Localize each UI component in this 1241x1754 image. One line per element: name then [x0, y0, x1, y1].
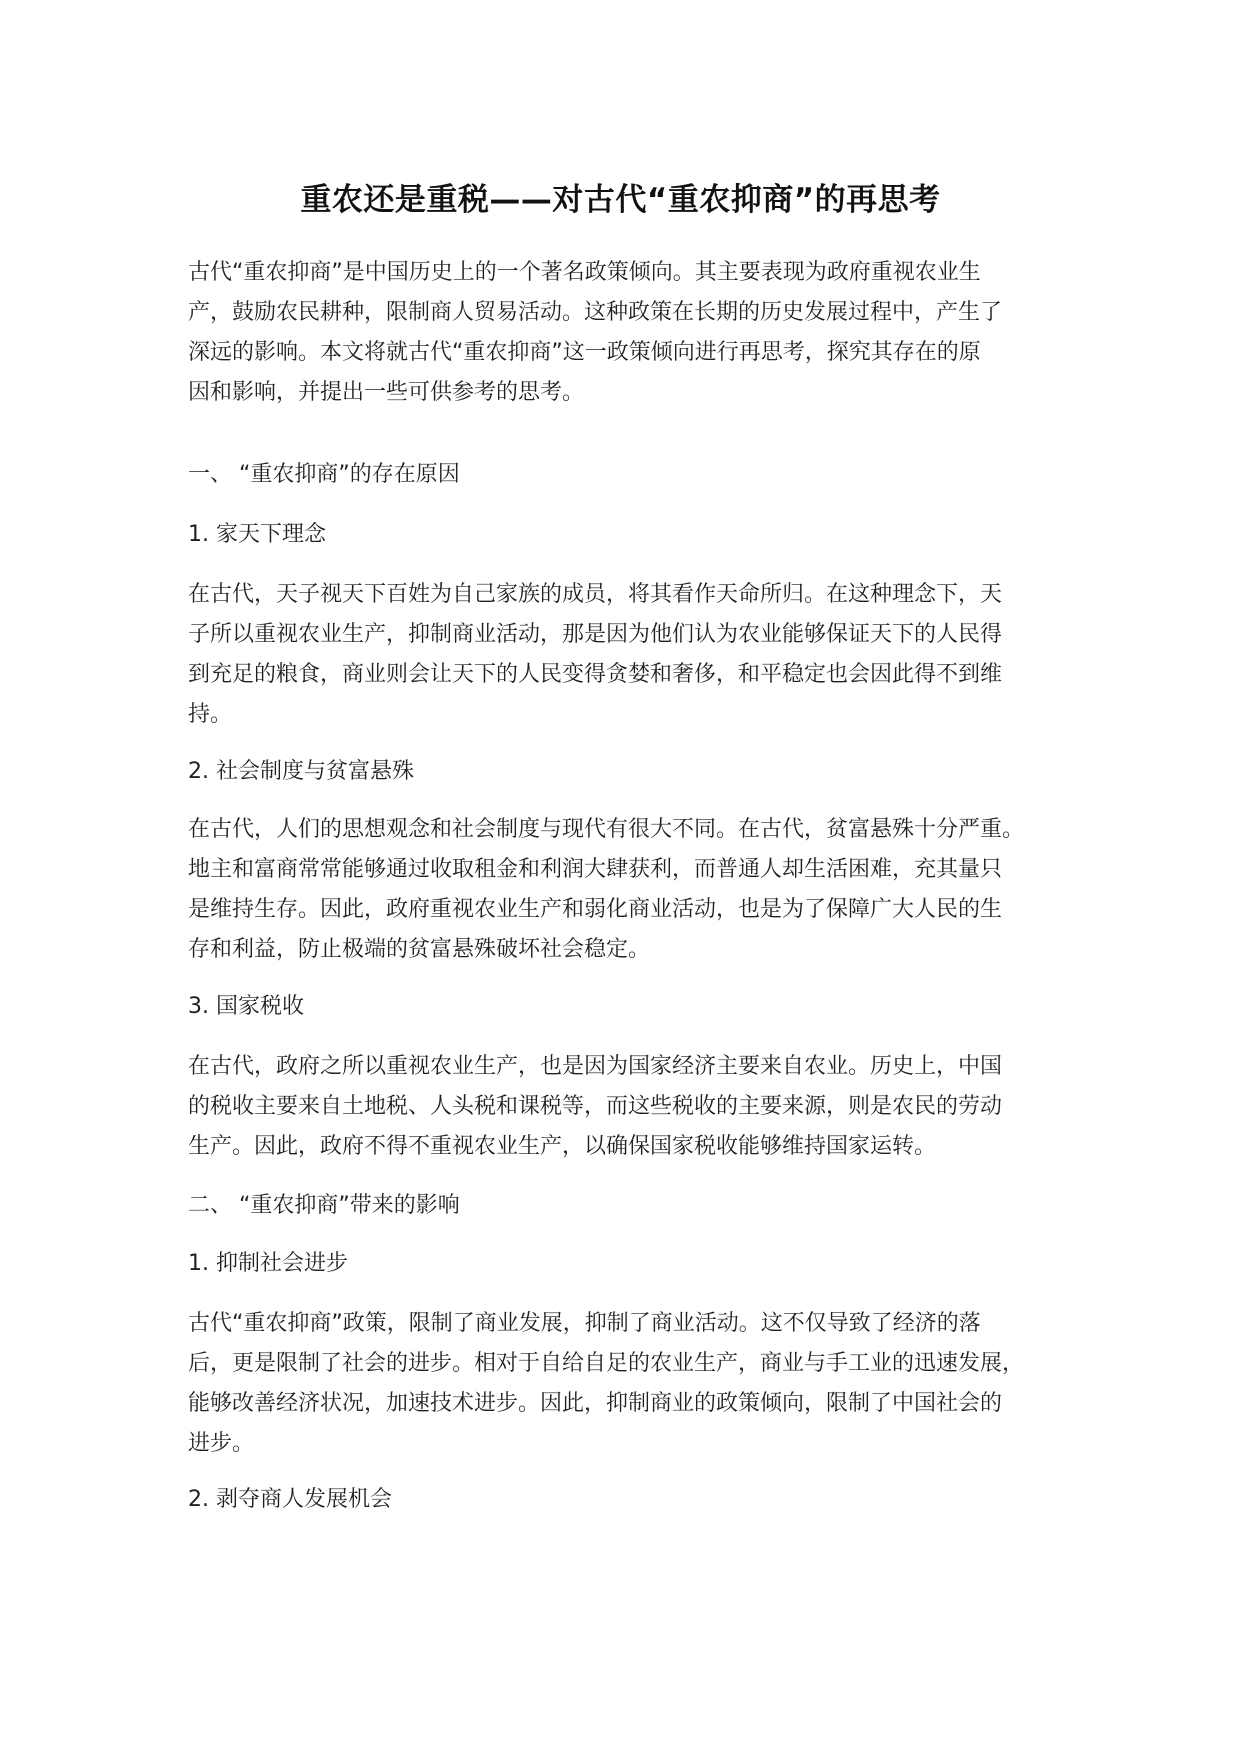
intro-line: 产，鼓励农民耕种，限制商人贸易活动。这种政策在长期的历史发展过程中，产生了 — [188, 300, 1003, 325]
paragraph-line: 进步。 — [188, 1431, 255, 1456]
paragraph-line: 存和利益，防止极端的贫富悬殊破坏社会稳定。 — [188, 937, 651, 962]
paragraph-line: 古代“重农抑商”政策，限制了商业发展，抑制了商业活动。这不仅导致了经济的落 — [188, 1311, 981, 1336]
paragraph-line: 在古代，人们的思想观念和社会制度与现代有很大不同。在古代，贫富悬殊十分严重。 — [188, 817, 1025, 842]
section-2-sub-1-paragraph — [188, 1304, 1068, 1464]
section-1-sub-3-paragraph — [188, 1047, 1068, 1167]
section-1-sub-3-heading: 3. 国家税收 — [188, 994, 304, 1019]
section-1-sub-1-heading: 1. 家天下理念 — [188, 522, 326, 547]
intro-line: 深远的影响。本文将就古代“重农抑商”这一政策倾向进行再思考，探究其存在的原 — [188, 340, 981, 365]
section-2-sub-1-heading: 1. 抑制社会进步 — [188, 1251, 348, 1276]
paragraph-line: 生产。因此，政府不得不重视农业生产，以确保国家税收能够维持国家运转。 — [188, 1134, 937, 1159]
paragraph-line: 能够改善经济状况，加速技术进步。因此，抑制商业的政策倾向，限制了中国社会的 — [188, 1391, 1003, 1416]
paragraph-line: 地主和富商常常能够通过收取租金和利润大肆获利，而普通人却生活困难，充其量只 — [188, 857, 1003, 882]
paragraph-line: 到充足的粮食，商业则会让天下的人民变得贪婪和奢侈，和平稳定也会因此得不到维 — [188, 662, 1003, 687]
section-2-sub-2-heading: 2. 剥夺商人发展机会 — [188, 1487, 392, 1512]
paragraph-line: 在古代，天子视天下百姓为自己家族的成员，将其看作天命所归。在这种理念下，天 — [188, 582, 1003, 607]
intro-paragraph — [188, 253, 1068, 413]
section-1-sub-2-heading: 2. 社会制度与贫富悬殊 — [188, 759, 414, 784]
intro-line: 因和影响，并提出一些可供参考的思考。 — [188, 380, 585, 405]
paragraph-line: 持。 — [188, 702, 233, 727]
section-1-sub-1-paragraph — [188, 575, 1068, 735]
paragraph-line: 子所以重视农业生产，抑制商业活动，那是因为他们认为农业能够保证天下的人民得 — [188, 622, 1003, 647]
section-2-heading: 二、 “重农抑商”带来的影响 — [188, 1193, 460, 1218]
paragraph-line: 是维持生存。因此，政府重视农业生产和弱化商业活动，也是为了保障广大人民的生 — [188, 897, 1003, 922]
section-1-sub-2-paragraph — [188, 810, 1068, 970]
intro-line: 古代“重农抑商”是中国历史上的一个著名政策倾向。其主要表现为政府重视农业生 — [188, 260, 981, 285]
paragraph-line: 在古代，政府之所以重视农业生产，也是因为国家经济主要来自农业。历史上，中国 — [188, 1054, 1003, 1079]
paragraph-line: 后，更是限制了社会的进步。相对于自给自足的农业生产，商业与手工业的迅速发展， — [188, 1351, 1025, 1376]
section-1-heading: 一、 “重农抑商”的存在原因 — [188, 462, 460, 487]
document-title: 重农还是重税——对古代“重农抑商”的再思考 — [300, 182, 941, 218]
paragraph-line: 的税收主要来自土地税、人头税和课税等，而这些税收的主要来源，则是农民的劳动 — [188, 1094, 1003, 1119]
